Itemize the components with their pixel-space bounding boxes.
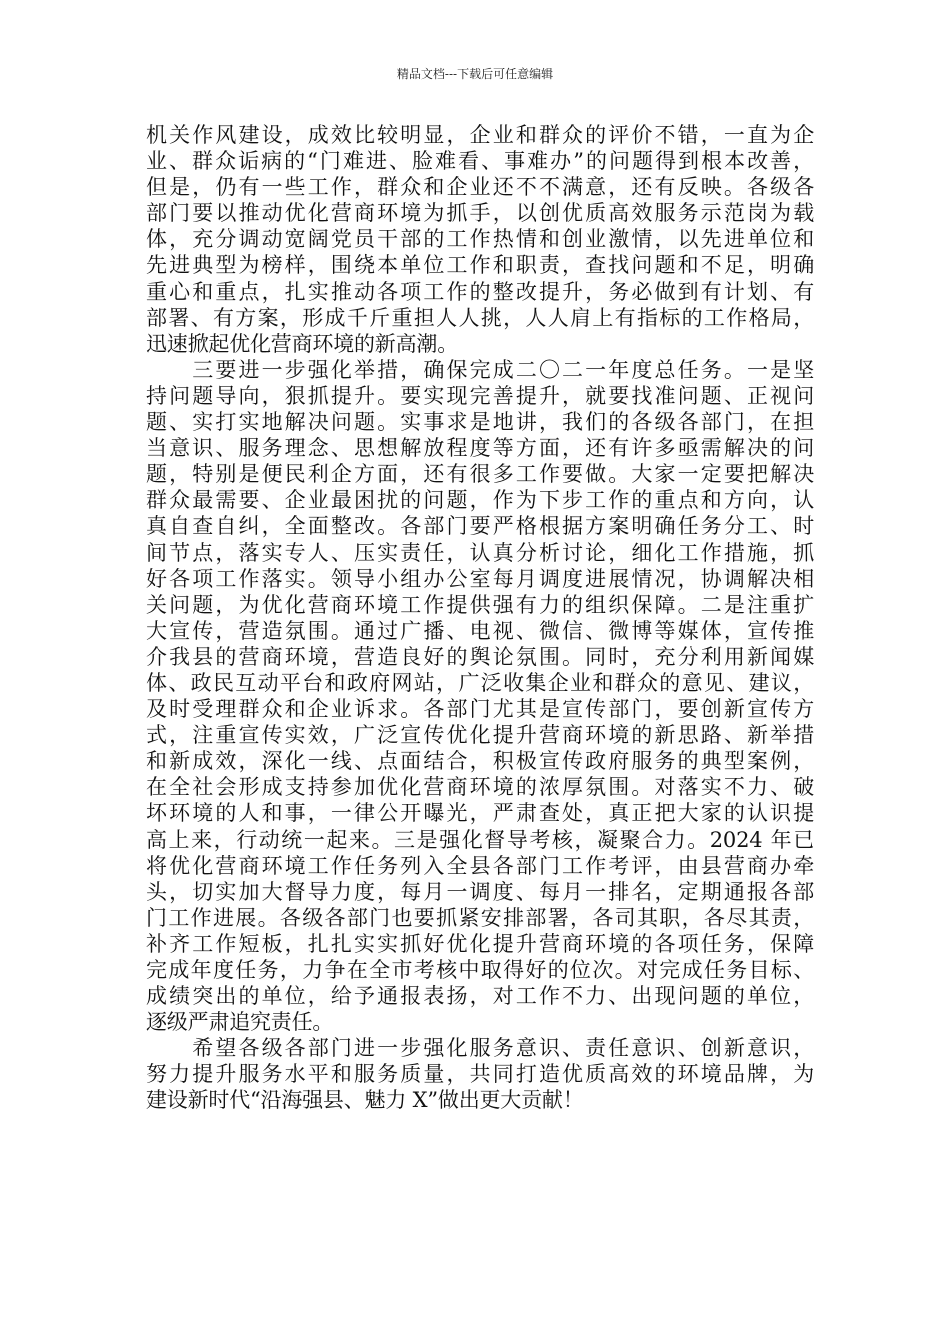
text-line: 真自查自纠，全面整改。各部门要严格根据方案明确任务分工、时 <box>146 514 814 539</box>
text-line: 当意识、服务理念、思想解放程度等方面，还有许多亟需解决的问 <box>146 436 814 461</box>
text-line: 重心和重点，扎实推动各项工作的整改提升，务必做到有计划、有 <box>146 279 814 304</box>
text-line: 努力提升服务水平和服务质量，共同打造优质高效的环境品牌，为 <box>146 1062 814 1087</box>
text-line: 逐级严肃追究责任。 <box>146 1010 334 1035</box>
text-line: 题、实打实地解决问题。实事求是地讲，我们的各级各部门，在担 <box>146 410 814 435</box>
text-line: 体、政民互动平台和政府网站，广泛收集企业和群众的意见、建议， <box>146 670 814 695</box>
text-line: 和新成效，深化一线、点面结合，积极宣传政府服务的典型案例， <box>146 749 814 774</box>
page-header: 精品文档---下载后可任意编辑 <box>396 67 554 81</box>
text-line: 间节点，落实专人、压实责任，认真分析讨论，细化工作措施，抓 <box>146 540 814 565</box>
text-line: 机关作风建设，成效比较明显，企业和群众的评价不错，一直为企 <box>146 123 814 147</box>
text-line: 体，充分调动宽阔党员干部的工作热情和创业激情，以先进单位和 <box>146 227 814 252</box>
document-body <box>146 122 814 1114</box>
text-line: 好各项工作落实。领导小组办公室每月调度进展情况，协调解决相 <box>146 566 814 591</box>
text-line: 部门要以推动优化营商环境为抓手，以创优质高效服务示范岗为载 <box>146 201 814 226</box>
text-line: 希望各级各部门进一步强化服务意识、责任意识、创新意识， <box>146 1036 814 1061</box>
text-line: 先进典型为榜样，围绕本单位工作和职责，查找问题和不足，明确 <box>146 253 814 278</box>
text-line: 大宣传，营造氛围。通过广播、电视、微信、微博等媒体，宣传推 <box>146 618 814 643</box>
text-line: 介我县的营商环境，营造良好的舆论氛围。同时，充分利用新闻媒 <box>146 644 814 669</box>
text-line: 高上来，行动统一起来。三是强化督导考核，凝聚合力。2024 年已 <box>146 827 814 852</box>
text-line: 群众最需要、企业最困扰的问题，作为下步工作的重点和方向，认 <box>146 488 814 513</box>
text-line: 持问题导向，狠抓提升。要实现完善提升，就要找准问题、正视问 <box>146 383 814 408</box>
text-line: 头，切实加大督导力度，每月一调度、每月一排名，定期通报各部 <box>146 879 814 904</box>
text-line: 门工作进展。各级各部门也要抓紧安排部署，各司其职，各尽其责， <box>146 905 814 930</box>
text-line: 完成年度任务，力争在全市考核中取得好的位次。对完成任务目标、 <box>146 958 814 982</box>
paragraph <box>146 357 814 1035</box>
text-line: 部署、有方案，形成千斤重担人人挑，人人肩上有指标的工作格局， <box>146 305 814 330</box>
text-line: 在全社会形成支持参加优化营商环境的浓厚氛围。对落实不力、破 <box>146 775 814 800</box>
text-line: 将优化营商环境工作任务列入全县各部门工作考评，由县营商办牵 <box>146 853 814 878</box>
text-line: 坏环境的人和事，一律公开曝光，严肃查处，真正把大家的认识提 <box>146 801 814 826</box>
paragraph <box>146 1035 814 1113</box>
text-line: 成绩突出的单位，给予通报表扬，对工作不力、出现问题的单位， <box>146 984 814 1009</box>
text-line: 但是，仍有一些工作，群众和企业还不不满意，还有反映。各级各 <box>146 175 814 200</box>
text-line: 式，注重宣传实效，广泛宣传优化提升营商环境的新思路、新举措 <box>146 723 814 748</box>
text-line: 三要进一步强化举措，确保完成二〇二一年度总任务。一是坚 <box>146 357 814 382</box>
text-line: 关问题，为优化营商环境工作提供强有力的组织保障。二是注重扩 <box>146 592 814 617</box>
text-line: 题，特别是便民利企方面，还有很多工作要做。大家一定要把解决 <box>146 462 814 487</box>
text-line: 及时受理群众和企业诉求。各部门尤其是宣传部门，要创新宣传方 <box>146 697 814 722</box>
text-line: 业、群众诟病的“门难进、脸难看、事难办”的问题得到根本改善， <box>146 149 814 174</box>
text-line: 建设新时代“沿海强县、魅力 X”做出更大贡献！ <box>146 1088 584 1113</box>
text-line: 补齐工作短板，扎扎实实抓好优化提升营商环境的各项任务，保障 <box>146 931 814 956</box>
paragraph <box>146 122 814 357</box>
text-line: 迅速掀起优化营商环境的新高潮。 <box>146 331 458 356</box>
